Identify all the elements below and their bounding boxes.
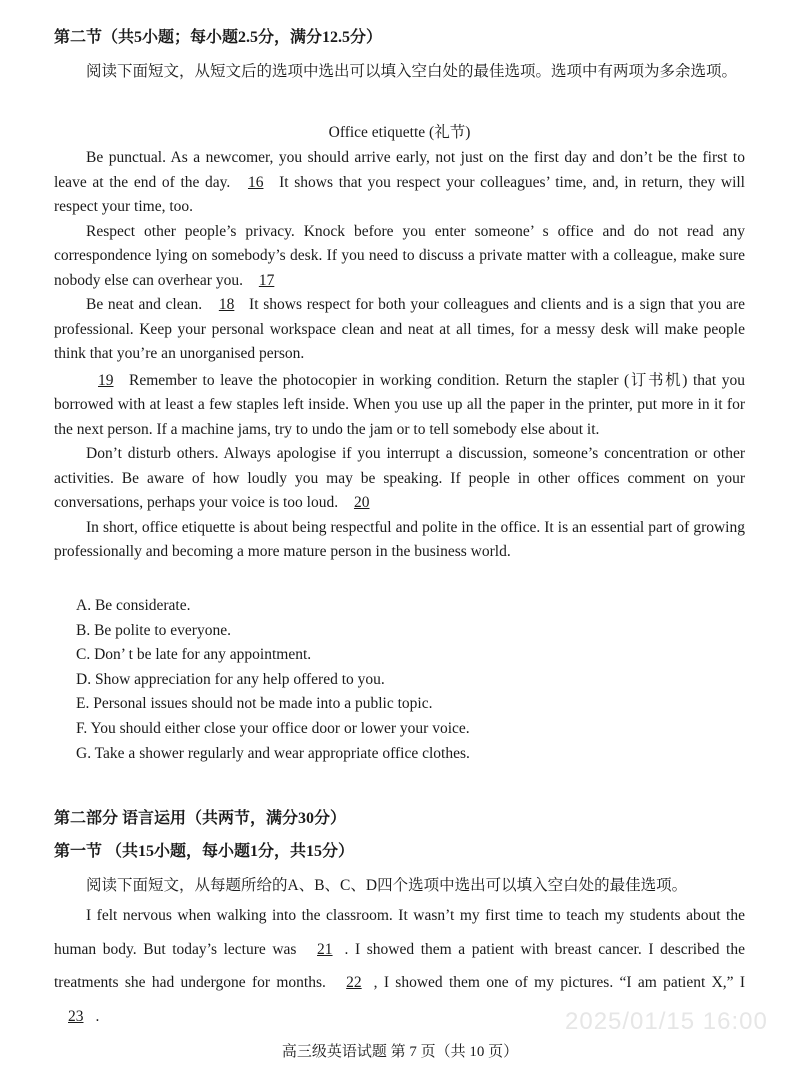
options-list (54, 594, 745, 766)
part2-instruction: 阅读下面短文，从每题所给的A、B、C、D四个选项中选出可以填入空白处的最佳选项。 (86, 877, 688, 894)
timestamp-watermark: 2025/01/15 16:00 (565, 1008, 768, 1035)
section-heading: 第二节（共5小题；每小题2.5分，满分12.5分） (54, 29, 383, 46)
passage-text: . (95, 1007, 100, 1025)
passage-title: Office etiquette (礼节) (328, 124, 471, 141)
page-footer: 高三级英语试题 第 7 页（共 10 页） (281, 1044, 519, 1060)
option-f: F. You should either close your office door or lower your voice. (76, 719, 470, 737)
option-d: D. Show appreciation for any help offered to you. (76, 670, 385, 688)
answer-blank: 23 (68, 1007, 84, 1025)
answer-blank: 22 (346, 974, 362, 991)
answer-blank: 16 (247, 173, 264, 191)
passage-text: , I showed them one of my pictures. “I am patient X,” I (373, 974, 745, 991)
passage-text: I felt nervous when walking into the classroom. It wasn’t my first time to teach my students about the human body. But today’s lecture was (54, 907, 745, 958)
paragraph-text: Don’t disturb others. Always apologise if you interrupt a discussion, someone’s concentration or other activities. Be aware of how loudly you may be speaking. If people in other offices comment on your conversations, perhaps your voice is too loud. (54, 445, 745, 511)
passage-paragraph (54, 442, 745, 516)
paragraph-text: It shows respect for both your colleagues and clients and is a sign that you are professional. Keep your personal workspace clean and neat at all times, for a messy desk will make people think that you’re an unorganised person. (54, 296, 746, 362)
passage-paragraph (54, 369, 745, 443)
answer-blank: 17 (258, 271, 275, 289)
passage-paragraph (54, 293, 745, 367)
answer-blank: 19 (98, 371, 114, 389)
paragraph-text: In short, office etiquette is about being respectful and polite in the office. It is an essential part of growing professionally and becoming a more mature person in the business world. (54, 518, 745, 560)
answer-blank: 21 (317, 940, 333, 958)
passage-text: . I showed them a patient with breast cancer. I described the treatments she had undergone for months. (54, 940, 745, 991)
option-g: G. Take a shower regularly and wear appropriate office clothes. (76, 744, 470, 762)
option-c: C. Don’ t be late for any appointment. (76, 646, 312, 664)
paragraph-text: Be neat and clean. (86, 296, 207, 313)
answer-blank: 18 (218, 296, 235, 313)
passage-paragraph (54, 220, 745, 294)
passage-body (54, 146, 745, 565)
paragraph-text: Be punctual. As a newcomer, you should arrive early, not just on the first day and don’t be the first to leave at the end of the day. (54, 149, 745, 191)
part2-subheading: 第一节 （共15小题，每小题1分，共15分） (54, 843, 355, 860)
passage-paragraph (54, 516, 745, 565)
passage-paragraph (54, 146, 745, 220)
paragraph-text: Remember to leave the photocopier in working condition. Return the stapler (订书机) that you borrowed with at least a few staples left inside. When you use up all the paper in the printer, put more in it for the next person. If a machine jams, try to undo the jam or to tell somebody else about it. (54, 371, 745, 438)
option-a: A. Be considerate. (76, 597, 191, 614)
part2-heading: 第二部分 语言运用（共两节，满分30分） (54, 810, 347, 827)
paragraph-text: Respect other people’s privacy. Knock before you enter someone’ s office and do not read any correspondence lying on somebody’s desk. If you need to discuss a private matter with a colleague, make sure nobody else can overhear you. (54, 222, 745, 289)
option-e: E. Personal issues should not be made into a public topic. (76, 695, 433, 713)
paragraph-text: It shows that you respect your colleagues’ time, and, in return, they will respect your time, too. (54, 173, 745, 215)
answer-blank: 20 (353, 494, 370, 511)
option-b: B. Be polite to everyone. (76, 621, 231, 639)
section-instruction: 阅读下面短文，从短文后的选项中选出可以填入空白处的最佳选项。选项中有两项为多余选项。 (86, 63, 738, 80)
